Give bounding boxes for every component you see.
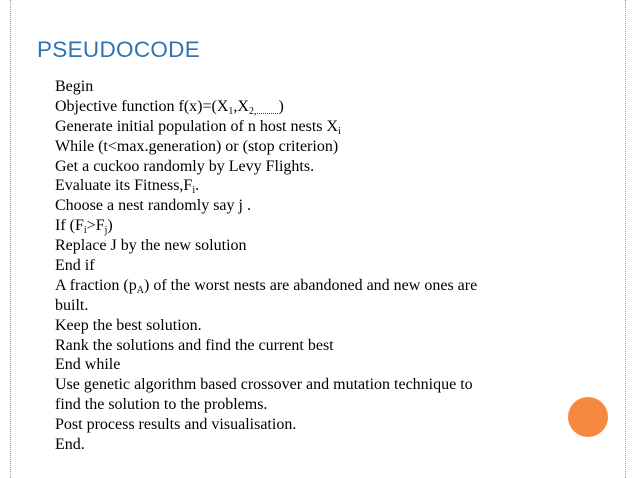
right-frame-border bbox=[625, 0, 626, 478]
code-line-get-cuckoo: Get a cuckoo randomly by Levy Flights. bbox=[55, 157, 315, 175]
decorative-orange-circle bbox=[568, 397, 608, 437]
code-line-generate: Generate initial population of n host nests $X_i$ bbox=[55, 117, 341, 137]
code-line-built: built. bbox=[55, 296, 89, 314]
code-line-post-process: Post process results and visualisation. bbox=[55, 416, 297, 434]
code-line-keep-best: Keep the best solution. bbox=[55, 316, 202, 334]
left-frame-border bbox=[10, 0, 11, 478]
code-line-rank: Rank the solutions and find the current best bbox=[55, 336, 334, 354]
code-line-objective: Objective function $f(x)=(X_1,X_{2,}...........)$ bbox=[55, 97, 284, 117]
pseudocode-body bbox=[55, 77, 615, 455]
code-line-replace: Replace J by the new solution bbox=[55, 237, 247, 255]
code-line-if: If $(F_i>F_j)$ bbox=[55, 217, 113, 237]
code-line-fraction: A fraction $(p_A)$ of the worst nests are abandoned and new ones are bbox=[55, 276, 478, 296]
code-line-while: While (t<max.generation) or (stop criterion) bbox=[55, 137, 339, 155]
code-line-evaluate: Evaluate its $Fitness,F_i$. bbox=[55, 177, 200, 197]
code-line-genetic: Use genetic algorithm based crossover and mutation technique to bbox=[55, 376, 473, 394]
code-line-end-while: End while bbox=[55, 356, 121, 374]
code-line-begin: Begin bbox=[55, 78, 94, 95]
code-line-find-solution: find the solution to the problems. bbox=[55, 396, 268, 414]
slide-title: PSEUDOCODE bbox=[37, 37, 201, 62]
code-line-end-if: End if bbox=[55, 257, 95, 275]
code-line-choose-nest: Choose a nest randomly say j . bbox=[55, 197, 251, 215]
code-line-end: End. bbox=[55, 436, 85, 454]
